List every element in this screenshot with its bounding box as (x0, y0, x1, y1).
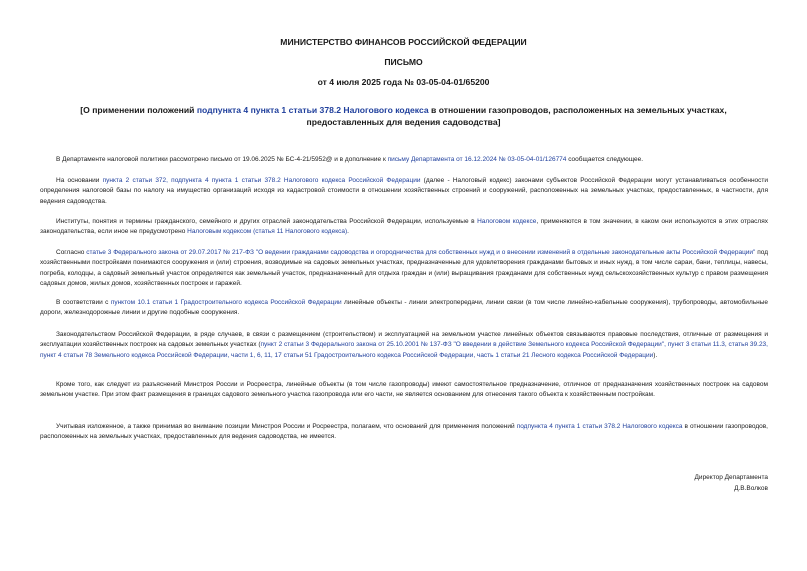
p6-text: ). (653, 351, 658, 359)
p2-link[interactable]: пункта 2 статьи 372, подпункта 4 пункта 1 статьи 378.2 Налогового кодекса Российской Федерации (102, 177, 421, 184)
document-date-number: от 4 июля 2025 года № 03-05-04-01/65200 (317, 77, 490, 87)
p5-text: линейные объекты - линии электропередачи, линии связи (в том числе линейно-кабельные сооружения), трубопроводы, автомобильные дороги, железнодорожные линии и другие подобные сооружения. (40, 299, 768, 317)
p2-text: (далее - Налоговый кодекс) законами субъектов Российской Федерации могут устанавливаться особенности определения налоговой базы по налогу на имущество организаций исходя из кадастровой стоимости в отношении хозяйственных строений и сооружений, расположенных на земельных участках, предоставленных, в частности, для ведения садоводства. (40, 177, 769, 205)
p3-text: . (347, 228, 349, 236)
p1-text: сообщается следующее. (566, 156, 644, 163)
paragraph-8 (40, 422, 768, 443)
p5-text: В соответствии с (56, 299, 111, 306)
paragraph-6 (40, 330, 768, 361)
paragraph-4 (40, 248, 768, 290)
paragraph-1 (40, 155, 768, 165)
document-type: ПИСЬМО (384, 57, 423, 67)
subject-link[interactable]: подпункта 4 пункта 1 статьи 378.2 Налогового кодекса (196, 105, 429, 115)
p7-text: Кроме того, как следует из разъяснений Минстроя России и Росреестра, линейные объекты (в том числе газопроводы) имеют самостоятельное предназначение, отличное от предназначения хозяйственных построек на садовом земельном участке. При этом факт размещения в границах садового земельного участка газопровода или его части, не является основанием для отнесения такого объекта к хозяйственным постройкам. (40, 381, 768, 399)
p6-link[interactable]: пункт 2 статьи 3 Федерального закона от 25.10.2001 № 137-ФЗ "О введении в действие Земельного кодекса Российской Федерации", пункт 3 статьи 11.3, статья 39.23, пункт 4 статьи 78 Земельного кодекса Российской Федерации, части 1, 6, 11, 17 статьи 51 Градостроительного кодекса Российской Федерации, часть 1 статьи 21 Лесного кодекса Российской Федерации (40, 341, 768, 359)
p3-link[interactable]: Налоговым кодексом (статья 11 Налогового кодекса) (187, 228, 348, 236)
paragraph-2 (40, 176, 768, 207)
signature-name: Д.В.Волков (734, 485, 768, 492)
ministry-title: МИНИСТЕРСТВО ФИНАНСОВ РОССИЙСКОЙ ФЕДЕРАЦИИ (280, 37, 527, 47)
subject-text-after: в отношении газопроводов, расположенных на земельных участках, предоставленных для ведения садоводства] (306, 105, 727, 127)
p8-text: в отношении газопроводов, расположенных на земельных участках, предоставленных для ведения садоводства, не имеется. (40, 423, 768, 441)
p8-link[interactable]: подпункта 4 пункта 1 статьи 378.2 Налогового кодекса (516, 423, 683, 430)
p5-link[interactable]: пунктом 10.1 статьи 1 Градостроительного кодекса Российской Федерации (110, 299, 342, 306)
signature-position: Директор Департамента (694, 474, 768, 481)
document-subject (60, 104, 747, 128)
p4-text: под хозяйственными постройками понимаются сооружения и (или) строения, возводимые на садовых земельных участках, предназначенные для удовлетворения гражданами бытовых и иных нужд, в том числе сараи, бани, теплицы, навесы, погреба, колодцы, а садовый земельный участок определяется как земельный участок, предназначенный для отдыха граждан и (или) выращивания гражданами для собственных нужд сельскохозяйственных культур с правом размещения садовых домов, жилых домов, хозяйственных построек и гаражей. (40, 249, 768, 288)
p8-text: Учитывая изложенное, а также принимая во внимание позиции Минстроя России и Росреестра, полагаем, что оснований для применения положений (56, 423, 517, 430)
p1-link[interactable]: письму Департамента от 16.12.2024 № 03-05-04-01/126774 (387, 156, 567, 163)
p3-text: , применяются в том значении, в каком они используются в этих отраслях законодательства, если иное не предусмотрено (40, 218, 768, 236)
p1-text: В Департаменте налоговой политики рассмотрено письмо от 19.06.2025 № БС-4-21/5952@ и в дополнение к (56, 156, 388, 163)
p3-link[interactable]: Налоговом кодексе (477, 218, 537, 225)
p3-text: Институты, понятия и термины гражданского, семейного и других отраслей законодательства Российской Федерации, используемые в (56, 218, 478, 225)
p4-link[interactable]: статье 3 Федерального закона от 29.07.2017 № 217-ФЗ "О ведении гражданами садоводства и огородничества для собственных нужд и о внесении изменений в отдельные законодательные акты Российской Федерации" (86, 249, 756, 256)
paragraph-5 (40, 298, 768, 319)
paragraph-7 (40, 380, 768, 401)
p6-text: Законодательством Российской Федерации, в ряде случаев, в связи с размещением (строительством) и эксплуатацией на земельном участке линейных объектов связываются правовые последствия, отличные от размещения и эксплуатации хозяйственных построек на садовых земельных участках ( (40, 331, 768, 349)
p2-text: На основании (56, 177, 103, 184)
subject-text-before: [О применении положений (80, 105, 197, 115)
paragraph-3 (40, 217, 768, 238)
p4-text: Согласно (56, 249, 87, 256)
